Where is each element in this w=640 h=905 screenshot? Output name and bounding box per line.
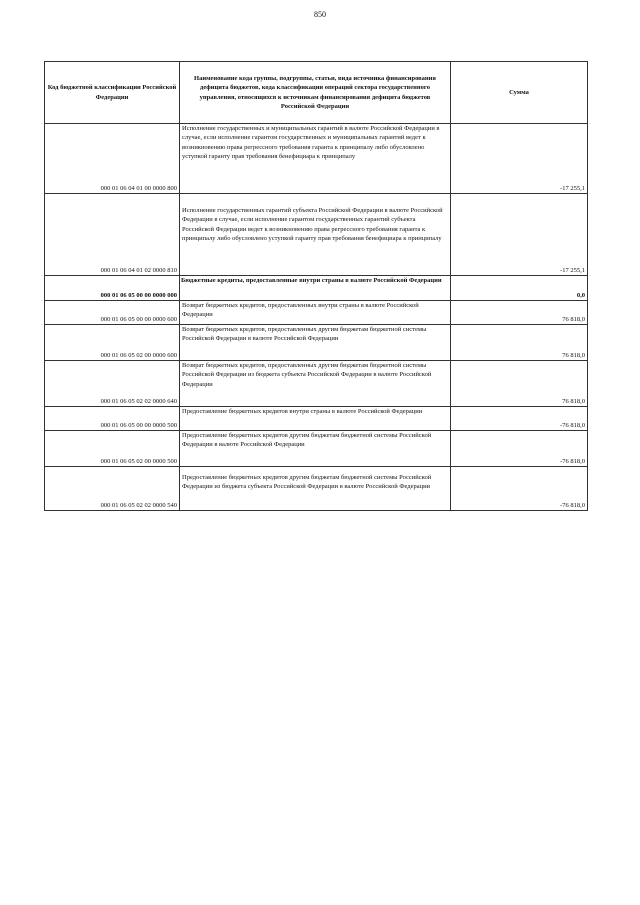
- row-name: Возврат бюджетных кредитов, предоставленных другим бюджетам бюджетной системы Российской Федерации из бюджета субъекта Российской Федерации в валюте Российской Федерации: [180, 361, 451, 407]
- row-code: 000 01 06 05 02 02 0000 540: [45, 467, 180, 511]
- page-number: 850: [314, 10, 326, 19]
- row-name: Исполнение государственных и муниципальных гарантий в валюте Российской Федерации в случае, если исполнение гарантом государственных и муниципальных гарантий ведет к возникновению права регрессного требования гаранта к принципалу либо обусловлено уступкой гаранту прав требования бенефициара к принципалу: [180, 124, 451, 194]
- row-sum: 76 818,0: [451, 361, 588, 407]
- table-row: [45, 124, 588, 194]
- row-name: Предоставление бюджетных кредитов внутри страны в валюте Российской Федерации: [180, 407, 451, 431]
- row-sum: 0,0: [451, 276, 588, 301]
- row-code: 000 01 06 05 00 00 0000 600: [45, 301, 180, 325]
- row-code: 000 01 06 05 00 00 0000 000: [45, 276, 180, 301]
- row-name: Предоставление бюджетных кредитов другим бюджетам бюджетной системы Российской Федерации в валюте Российской Федерации: [180, 431, 451, 467]
- row-code: 000 01 06 05 02 00 0000 600: [45, 325, 180, 361]
- table-row: [45, 194, 588, 276]
- row-code: 000 01 06 05 02 02 0000 640: [45, 361, 180, 407]
- row-code: 000 01 06 05 00 00 0000 500: [45, 407, 180, 431]
- row-sum: 76 818,0: [451, 301, 588, 325]
- header-code: Код бюджетной классификации Российской Федерации: [45, 62, 180, 124]
- row-sum: -76 818,0: [451, 407, 588, 431]
- row-name: Возврат бюджетных кредитов, предоставленных другим бюджетам бюджетной системы Российской Федерации в валюте Российской Федерации: [180, 325, 451, 361]
- table-row: [45, 431, 588, 467]
- table-row: [45, 407, 588, 431]
- table-row: [45, 276, 588, 301]
- row-sum: -17 255,1: [451, 194, 588, 276]
- row-sum: -76 818,0: [451, 467, 588, 511]
- row-name: Предоставление бюджетных кредитов другим бюджетам бюджетной системы Российской Федерации из бюджета субъекта Российской Федерации в валюте Российской Федерации: [180, 467, 451, 511]
- row-code: 000 01 06 04 01 02 0000 810: [45, 194, 180, 276]
- header-name: Наименование кода группы, подгруппы, статьи, вида источника финансирования дефицита бюджетов, кода классификации операций сектора государственного управления, относящихся к источникам финансирования дефицита бюджетов Российской Федерации: [180, 62, 451, 124]
- table-row: [45, 467, 588, 511]
- table-row: [45, 301, 588, 325]
- table-row: [45, 325, 588, 361]
- row-name: Исполнение государственных гарантий субъекта Российской Федерации в валюте Российской Федерации в случае, если исполнение гарантом государственных гарантий субъекта Российской Федерации ведет к возникновению права регрессного требования гаранта к принципалу либо обусловлено уступкой гаранту прав требования бенефициара к принципалу: [180, 194, 451, 276]
- row-name: Бюджетные кредиты, предоставленные внутри страны в валюте Российской Федерации: [180, 276, 451, 301]
- row-name: Возврат бюджетных кредитов, предоставленных внутри страны в валюте Российской Федерации: [180, 301, 451, 325]
- header-sum: Сумма: [451, 62, 588, 124]
- table-header-row: [45, 62, 588, 124]
- budget-sources-table: [44, 61, 588, 511]
- row-sum: -17 255,1: [451, 124, 588, 194]
- row-sum: 76 818,0: [451, 325, 588, 361]
- table-row: [45, 361, 588, 407]
- row-sum: -76 818,0: [451, 431, 588, 467]
- row-code: 000 01 06 04 01 00 0000 800: [45, 124, 180, 194]
- row-code: 000 01 06 05 02 00 0000 500: [45, 431, 180, 467]
